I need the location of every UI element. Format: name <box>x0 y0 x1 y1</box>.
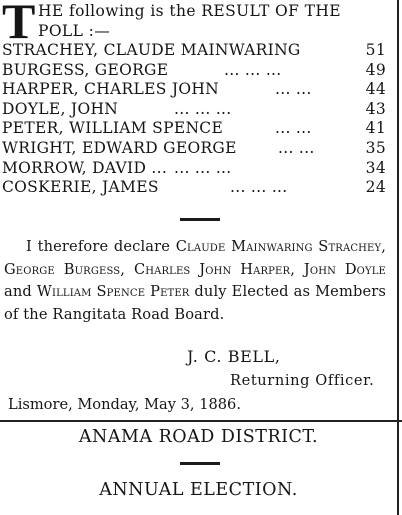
notice-separator <box>0 420 402 422</box>
intro-line-2: POLL :— <box>38 22 111 40</box>
leader-dots: ... ... ... <box>174 99 232 118</box>
dateline: Lismore, Monday, May 3, 1886. <box>8 396 241 413</box>
heading-divider <box>180 462 220 465</box>
elected-name: George Burgess <box>4 260 121 278</box>
result-row <box>2 100 386 120</box>
result-row <box>2 80 386 100</box>
separator: , <box>381 238 386 255</box>
vote-count: 35 <box>365 138 386 157</box>
leader-dots: ... ... <box>275 119 312 138</box>
candidate-name: WRIGHT, EDWARD GEORGE <box>2 138 237 157</box>
result-row <box>2 178 386 198</box>
leader-dots: ... ... <box>275 80 312 99</box>
column-rule <box>397 0 399 515</box>
vote-count: 51 <box>365 41 386 59</box>
vote-count: 44 <box>365 80 386 99</box>
elected-name: Charles John Harper <box>133 260 291 278</box>
result-row <box>2 119 386 139</box>
candidate-name: BURGESS, GEORGE <box>2 60 169 79</box>
elected-name: Claude Mainwaring Strachey <box>175 238 382 255</box>
vote-count: 24 <box>365 178 386 197</box>
leader-dots: ... ... ... <box>230 178 288 197</box>
candidate-name: HARPER, CHARLES JOHN <box>2 80 220 99</box>
candidate-name: MORROW, DAVID ... <box>2 158 168 177</box>
next-notice-subheading: ANNUAL ELECTION. <box>99 480 298 500</box>
leader-dots: ... ... ... <box>224 60 282 79</box>
result-row <box>2 139 386 159</box>
signatory-name: J. C. BELL, <box>187 347 281 366</box>
leader-dots: ... ... ... <box>174 158 232 177</box>
declaration-text: I therefore declare <box>26 238 176 255</box>
separator: and <box>4 283 37 301</box>
elected-name: John Doyle <box>303 260 387 278</box>
declaration-text: duly Elected as Members of the Rangitata Road Board. <box>4 283 386 323</box>
separator: , <box>120 260 134 278</box>
signatory-office: Returning Officer. <box>230 372 375 389</box>
result-row <box>2 61 386 81</box>
vote-count: 43 <box>365 99 386 118</box>
vote-count: 49 <box>365 60 386 79</box>
declaration-paragraph <box>4 236 386 326</box>
drop-cap: T <box>2 0 36 49</box>
candidate-name: DOYLE, JOHN <box>2 99 119 118</box>
vote-count: 41 <box>365 119 386 138</box>
vote-count: 34 <box>365 158 386 177</box>
next-notice-heading: ANAMA ROAD DISTRICT. <box>78 427 319 447</box>
leader-dots: ... ... <box>278 138 315 157</box>
elected-name: William Spence Peter <box>36 283 190 301</box>
candidate-name: STRACHEY, CLAUDE MAINWARING <box>2 41 301 59</box>
result-row <box>2 41 386 61</box>
candidate-name: PETER, WILLIAM SPENCE <box>2 119 224 138</box>
candidate-name: COSKERIE, JAMES <box>2 178 159 197</box>
intro-line-1: HE following is the RESULT OF THE <box>38 2 341 20</box>
section-divider <box>180 218 220 221</box>
result-row <box>2 159 386 179</box>
poll-results <box>2 41 386 198</box>
separator: , <box>290 260 304 278</box>
